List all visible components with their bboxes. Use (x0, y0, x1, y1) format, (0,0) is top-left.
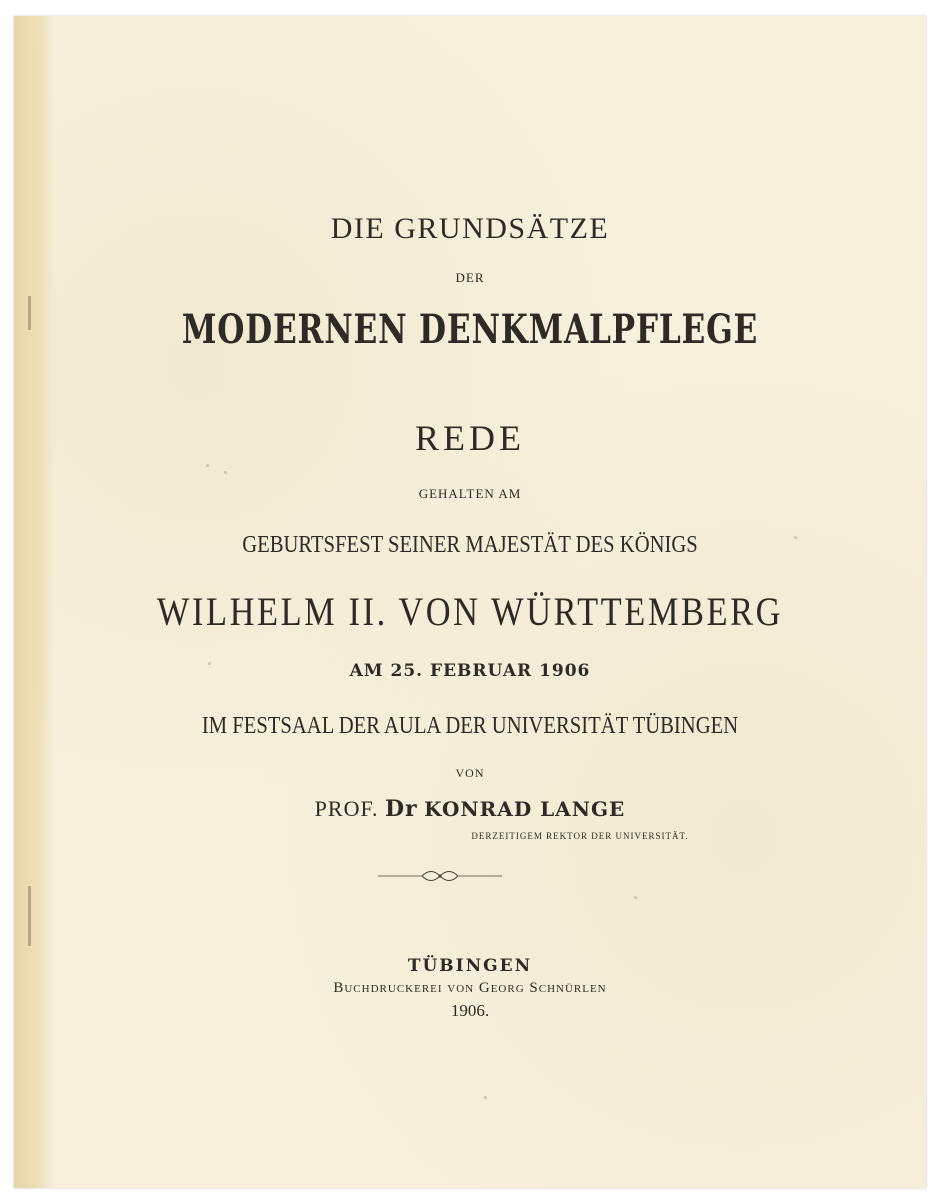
author-name: KONRAD LANGE (424, 797, 626, 821)
paper-speck (484, 1096, 487, 1099)
imprint-city: TÜBINGEN (407, 956, 533, 976)
main-title: MODERNEN DENKMALPFLEGE (181, 306, 759, 353)
title-line-grundsaetze: DIE GRUNDSÄTZE (330, 212, 610, 245)
author-title: Dr (384, 796, 418, 822)
author-prefix: PROF. (314, 796, 379, 821)
imprint-printer: Buchdruckerei von Georg Schnürlen (333, 980, 607, 996)
spine-stitch-mark (28, 296, 31, 330)
paper-speck (634, 896, 637, 899)
imprint-year: 1906. (450, 1001, 490, 1020)
paper-speck (206, 464, 209, 467)
date-line: AM 25. FEBRUAR 1906 (349, 661, 591, 681)
occasion-line: GEBURTSFEST SEINER MAJESTÄT DES KÖNIGS (242, 532, 698, 558)
venue-line: IM FESTSAAL DER AULA DER UNIVERSITÄT TÜBINGEN (201, 713, 739, 739)
spine-stitch-mark (28, 886, 31, 946)
title-line-der: DER (455, 270, 485, 285)
paper-speck (224, 471, 227, 474)
von-line: VON (455, 766, 485, 780)
king-name-line: WILHELM II. VON WÜRTTEMBERG (156, 589, 784, 634)
author-role: DERZEITIGEM REKTOR DER UNIVERSITÄT. (471, 831, 689, 841)
author-line (14, 796, 926, 822)
rede-heading: REDE (415, 418, 525, 458)
ornament-divider-icon (378, 868, 502, 884)
gehalten-am-line: GEHALTEN AM (418, 486, 522, 501)
title-page (14, 16, 926, 1188)
